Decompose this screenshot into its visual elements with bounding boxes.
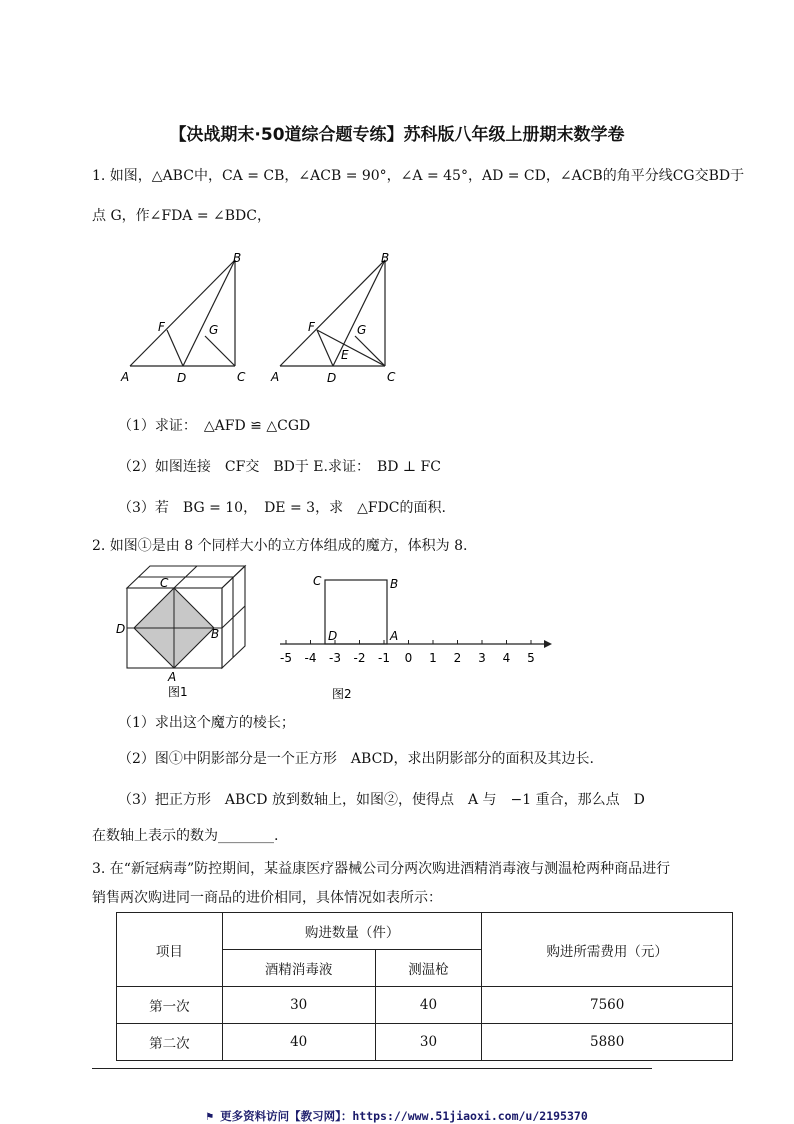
q3-line2: 销售两次购进同一商品的进价相同，具体情况如表所示： bbox=[92, 890, 442, 906]
q2-sub3: （3）把正方形 ABCD 放到数轴上，如图②，使得点 A 与 −1 重合，那么点 D bbox=[118, 792, 645, 808]
fig1-caption: 图1 bbox=[168, 685, 188, 699]
header-cost: 购进所需费用（元） bbox=[482, 913, 733, 987]
number-line-label: 1 bbox=[429, 651, 437, 665]
svg-text:B: B bbox=[381, 251, 390, 265]
svg-text:A: A bbox=[390, 629, 399, 643]
cube-label-a: A bbox=[168, 670, 177, 684]
label-d: D bbox=[177, 371, 187, 385]
q2-sub3b: 在数轴上表示的数为________. bbox=[92, 828, 279, 844]
q2-sub2: （2）图①中阴影部分是一个正方形 ABCD，求出阴影部分的面积及其边长. bbox=[118, 751, 594, 767]
number-line-label: -2 bbox=[353, 651, 366, 665]
number-line-label: -5 bbox=[280, 651, 292, 665]
q1-figure-1 bbox=[115, 248, 260, 388]
label-c: C bbox=[237, 370, 246, 384]
q1-sub2: （2）如图连接 CF交 BD于 E.求证： BD ⊥ FC bbox=[118, 459, 441, 475]
number-line-label: 0 bbox=[404, 651, 413, 665]
flag-icon: ⚑ bbox=[206, 1109, 221, 1123]
svg-text:C: C bbox=[387, 370, 396, 384]
number-line-label: 5 bbox=[527, 651, 535, 665]
svg-text:C: C bbox=[313, 574, 322, 588]
footer-divider bbox=[92, 1068, 652, 1069]
svg-text:F: F bbox=[308, 320, 315, 334]
purchase-table bbox=[116, 912, 733, 1061]
q3-line1: 3. 在“新冠病毒”防控期间，某益康医疗器械公司分两次购进酒精消毒液与测温枪两种商品进行 bbox=[92, 861, 671, 877]
svg-text:E: E bbox=[341, 348, 349, 362]
header-gun: 测温枪 bbox=[375, 950, 482, 987]
header-item: 项目 bbox=[117, 913, 223, 987]
number-line-label: -1 bbox=[378, 651, 390, 665]
q1-figure-2 bbox=[265, 248, 410, 388]
fig2-caption: 图2 bbox=[332, 687, 352, 701]
svg-text:B: B bbox=[390, 577, 399, 591]
label-a: A bbox=[121, 370, 130, 384]
number-line-label: -4 bbox=[304, 651, 317, 665]
label-g: G bbox=[209, 323, 219, 337]
header-alcohol: 酒精消毒液 bbox=[222, 950, 375, 987]
table-row: 第一次 30 40 7560 bbox=[117, 987, 733, 1024]
table-row: 第二次 40 30 5880 bbox=[117, 1024, 733, 1061]
footer-link[interactable]: ⚑ 更多资料访问【教习网】：https://www.51jiaoxi.com/u/2195370 bbox=[206, 1109, 588, 1123]
q2-figure-2-number-line bbox=[272, 570, 557, 705]
q2-figure-1-cube bbox=[112, 560, 252, 705]
q1-line1: 1. 如图，△ABC中，CA = CB，∠ACB = 90°，∠A = 45°，AD = CD，∠ACB的角平分线CG交BD于 bbox=[92, 168, 745, 184]
q2-sub1: （1）求出这个魔方的棱长； bbox=[118, 715, 295, 731]
number-line-label: 3 bbox=[478, 651, 486, 665]
q2-line1: 2. 如图①是由 8 个同样大小的立方体组成的魔方，体积为 8. bbox=[92, 538, 468, 554]
header-qty: 购进数量（件） bbox=[222, 913, 482, 950]
svg-text:D: D bbox=[328, 629, 338, 643]
q1-sub1: （1）求证： △AFD ≌ △CGD bbox=[118, 418, 311, 434]
label-f: F bbox=[158, 320, 165, 334]
number-line-label: -3 bbox=[329, 651, 341, 665]
q1-sub3: （3）若 BG = 10， DE = 3，求 △FDC的面积. bbox=[118, 500, 446, 516]
page-title: 【决战期末·50道综合题专练】苏科版八年级上册期末数学卷 bbox=[169, 125, 625, 145]
svg-text:A: A bbox=[271, 370, 280, 384]
q1-line2: 点 G，作∠FDA = ∠BDC， bbox=[92, 208, 271, 224]
svg-text:G: G bbox=[357, 323, 367, 337]
number-line-label: 4 bbox=[502, 651, 511, 665]
cube-label-b: B bbox=[211, 627, 220, 641]
label-b: B bbox=[233, 251, 242, 265]
cube-label-c: C bbox=[160, 576, 169, 590]
number-line-label: 2 bbox=[453, 651, 462, 665]
cube-label-d: D bbox=[116, 622, 126, 636]
svg-text:D: D bbox=[327, 371, 337, 385]
